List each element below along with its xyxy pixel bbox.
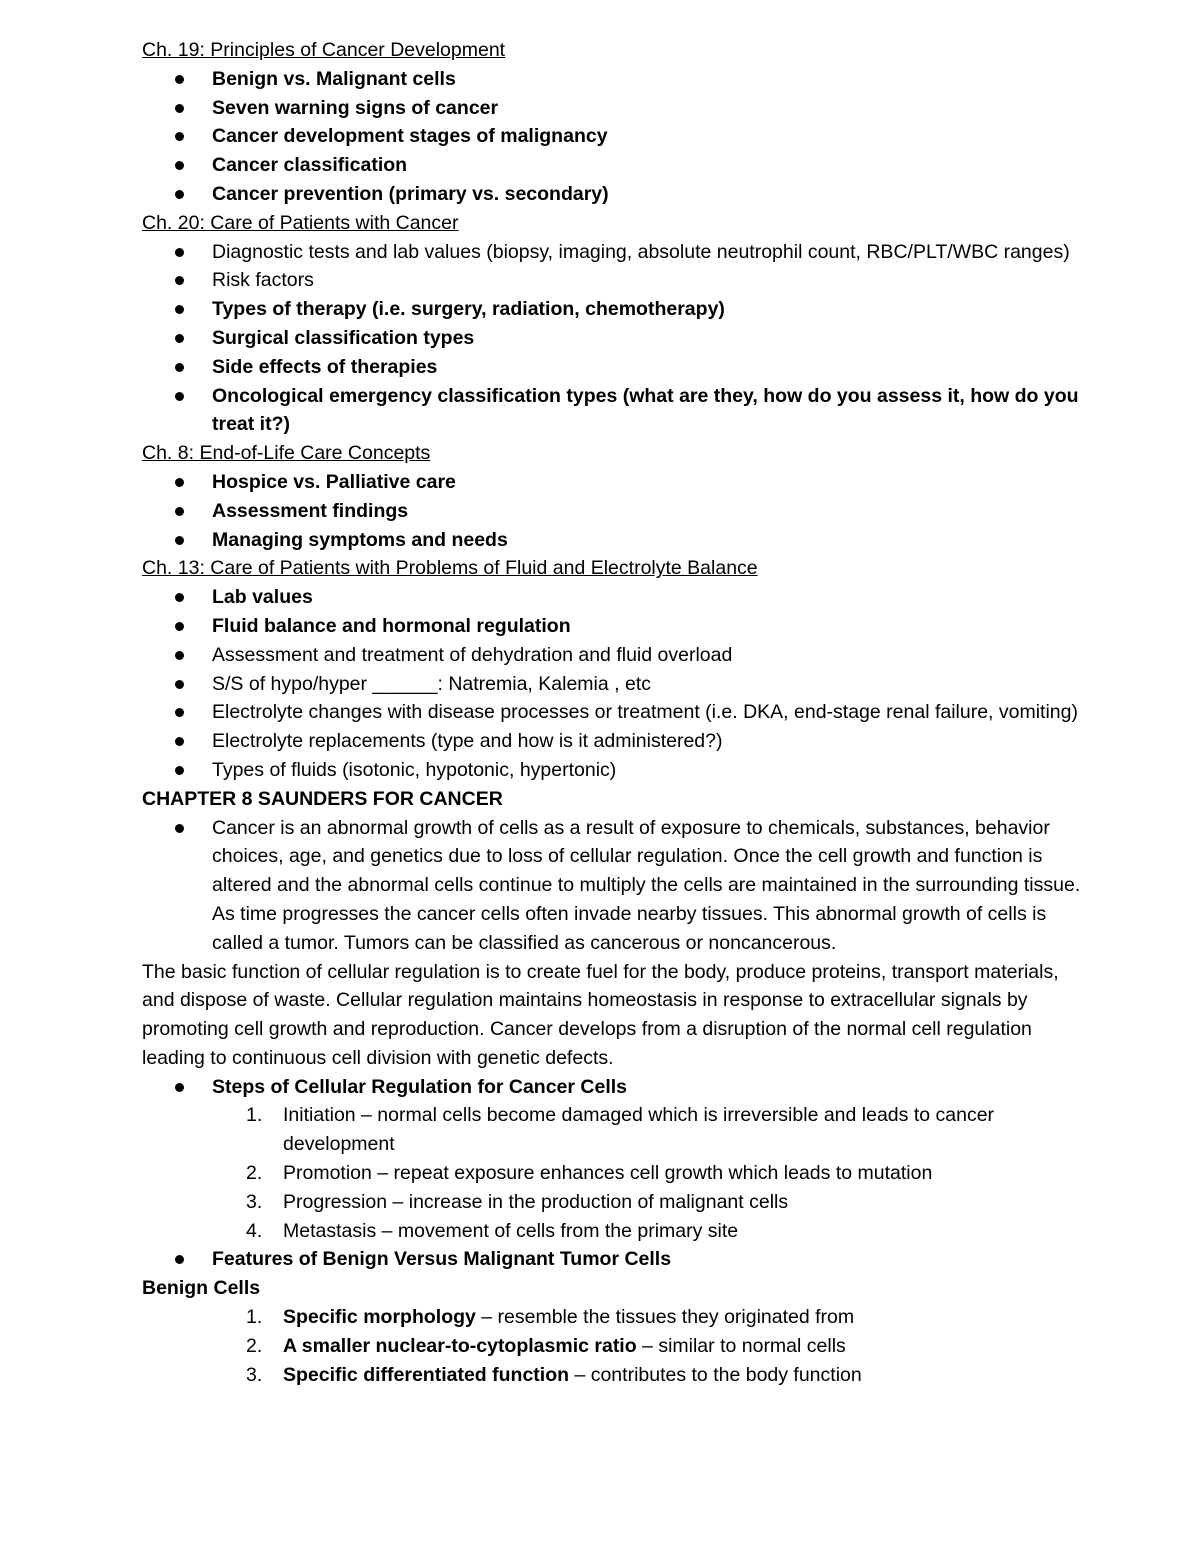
list-item: Types of fluids (isotonic, hypotonic, hypertonic) xyxy=(142,756,1092,785)
item-number: 2. xyxy=(246,1334,263,1357)
list-item: Cancer development stages of malignancy xyxy=(142,122,1092,151)
item-desc: – similar to normal cells xyxy=(636,1334,846,1357)
benign-list xyxy=(142,1303,1092,1389)
saunders-heading: CHAPTER 8 SAUNDERS FOR CANCER xyxy=(142,787,503,810)
item-term: Specific differentiated function xyxy=(283,1363,570,1386)
numbered-item xyxy=(142,1332,1092,1361)
item-number: 3. xyxy=(246,1363,263,1386)
list-item: Types of therapy (i.e. surgery, radiation, chemotherapy) xyxy=(142,295,1092,324)
steps-heading-list xyxy=(142,1073,1092,1102)
section-heading-ch20: Ch. 20: Care of Patients with Cancer xyxy=(142,211,459,234)
body-paragraph: The basic function of cellular regulation is to create fuel for the body, produce proteins, transport materials, and dispose of waste. Cellular regulation maintains homeostasis in response to extracellular signals by promoting cell growth and reproduction. Cancer develops from a disruption of the normal cell regulation leading to continuous cell division with genetic defects. xyxy=(142,960,1059,1069)
list-item: Side effects of therapies xyxy=(142,353,1092,382)
list-item: Cancer classification xyxy=(142,151,1092,180)
numbered-item xyxy=(142,1361,1092,1390)
list-item: Cancer is an abnormal growth of cells as a result of exposure to chemicals, substances, behavior choices, age, and genetics due to loss of cellular regulation. Once the cell growth and function is altered and the abnormal cells continue to multiply the cells are maintained in the surrounding tissue. As time progresses the cancer cells often invade nearby tissues. This abnormal growth of cells is called a tumor. Tumors can be classified as cancerous or noncancerous. xyxy=(142,814,1092,958)
list-item: Features of Benign Versus Malignant Tumor Cells xyxy=(142,1245,1092,1274)
item-desc: – resemble the tissues they originated from xyxy=(475,1306,855,1329)
list-item: S/S of hypo/hyper ______: Natremia, Kalemia , etc xyxy=(142,670,1092,699)
list-item: Managing symptoms and needs xyxy=(142,526,1092,555)
steps-list xyxy=(142,1101,1092,1245)
item-desc: – contributes to the body function xyxy=(569,1363,862,1386)
list-item: Electrolyte replacements (type and how is it administered?) xyxy=(142,727,1092,756)
item-text: Metastasis – movement of cells from the primary site xyxy=(283,1219,739,1242)
list-item: Electrolyte changes with disease processes or treatment (i.e. DKA, end-stage renal failure, vomiting) xyxy=(142,698,1092,727)
list-item: Seven warning signs of cancer xyxy=(142,94,1092,123)
item-text: Progression – increase in the production of malignant cells xyxy=(283,1190,789,1213)
numbered-item xyxy=(142,1303,1092,1332)
list-item: Oncological emergency classification types (what are they, how do you assess it, how do you treat it?) xyxy=(142,382,1092,440)
list-item: Surgical classification types xyxy=(142,324,1092,353)
ch19-list xyxy=(142,65,1092,209)
ch13-list xyxy=(142,583,1092,785)
list-item: Benign vs. Malignant cells xyxy=(142,65,1092,94)
section-heading-ch19: Ch. 19: Principles of Cancer Development xyxy=(142,39,506,61)
item-term: Specific morphology xyxy=(283,1306,476,1329)
item-number: 3. xyxy=(246,1190,263,1213)
numbered-item xyxy=(142,1188,1092,1217)
document-page xyxy=(142,36,1092,1389)
numbered-item xyxy=(142,1159,1092,1188)
ch20-list xyxy=(142,238,1092,440)
item-term: A smaller nuclear-to-cytoplasmic ratio xyxy=(283,1334,637,1357)
list-item: Cancer prevention (primary vs. secondary) xyxy=(142,180,1092,209)
list-item: Assessment findings xyxy=(142,497,1092,526)
numbered-item xyxy=(142,1217,1092,1246)
item-number: 2. xyxy=(246,1162,263,1185)
item-number: 1. xyxy=(246,1104,263,1127)
item-text: Initiation – normal cells become damaged which is irreversible and leads to cancer development xyxy=(283,1104,995,1156)
item-text: Promotion – repeat exposure enhances cell growth which leads to mutation xyxy=(283,1162,933,1185)
list-item: Steps of Cellular Regulation for Cancer Cells xyxy=(142,1073,1092,1102)
numbered-item xyxy=(142,1101,1092,1159)
list-item: Assessment and treatment of dehydration and fluid overload xyxy=(142,641,1092,670)
saunders-intro-list xyxy=(142,814,1092,958)
features-heading-list xyxy=(142,1245,1092,1274)
section-heading-ch13: Ch. 13: Care of Patients with Problems of Fluid and Electrolyte Balance xyxy=(142,557,758,580)
item-number: 1. xyxy=(246,1306,263,1329)
benign-heading: Benign Cells xyxy=(142,1277,261,1300)
section-heading-ch8: Ch. 8: End-of-Life Care Concepts xyxy=(142,442,431,465)
list-item: Diagnostic tests and lab values (biopsy, imaging, absolute neutrophil count, RBC/PLT/WBC ranges) xyxy=(142,238,1092,267)
ch8-list xyxy=(142,468,1092,554)
list-item: Risk factors xyxy=(142,266,1092,295)
item-number: 4. xyxy=(246,1219,263,1242)
list-item: Lab values xyxy=(142,583,1092,612)
list-item: Hospice vs. Palliative care xyxy=(142,468,1092,497)
list-item: Fluid balance and hormonal regulation xyxy=(142,612,1092,641)
